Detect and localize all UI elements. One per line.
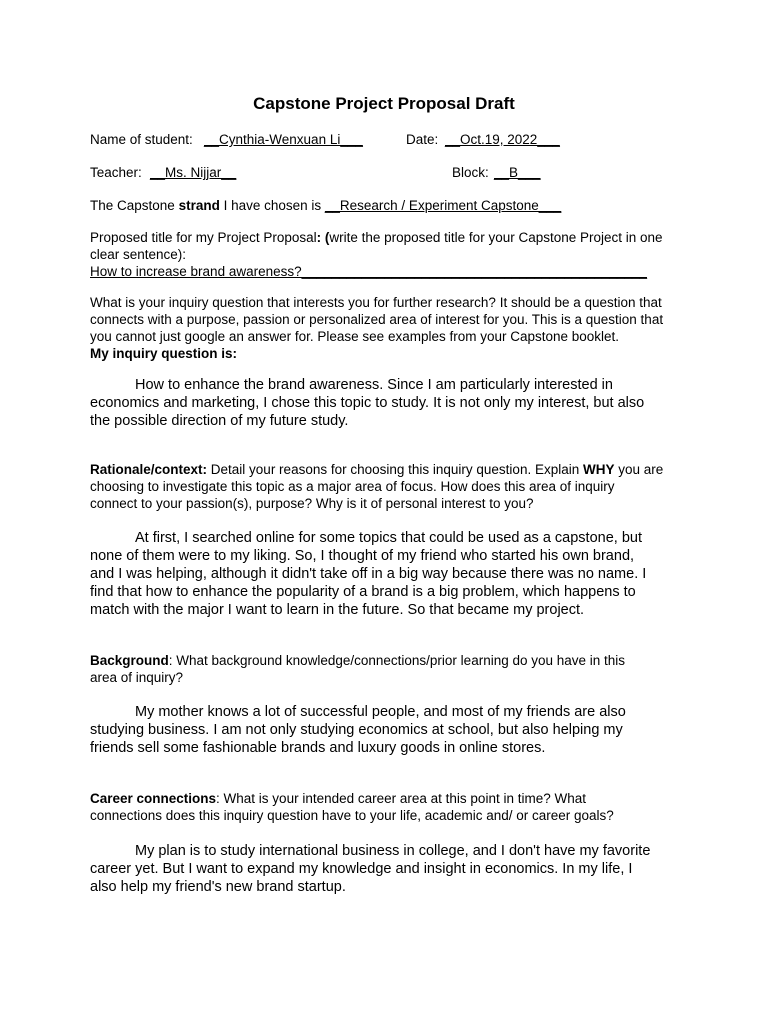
rationale-heading: Rationale/context: bbox=[90, 462, 208, 477]
block-label: Block: bbox=[452, 165, 489, 180]
rationale-answer-line: match with the major I want to learn in the future. So that became my project. bbox=[90, 602, 585, 618]
career-answer-line: My plan is to study international business in college, and I don't have my favorite bbox=[135, 843, 651, 859]
proposed-title-bold: : ( bbox=[316, 230, 330, 245]
rationale-prompt-end: you are bbox=[614, 462, 664, 477]
inquiry-prompt-line: connects with a purpose, passion or personalized area of interest for you. This is a question that bbox=[90, 312, 664, 327]
date-label: Date: bbox=[406, 132, 439, 147]
rationale-answer-line: find that how to enhance the popularity of a brand is a big problem, which happens to bbox=[90, 584, 636, 600]
proposed-title-line2: clear sentence): bbox=[90, 247, 187, 262]
inquiry-prompt bbox=[90, 294, 663, 362]
strand-pre: The Capstone bbox=[90, 198, 179, 213]
block-value: __B___ bbox=[494, 165, 541, 180]
proposed-title-answer: How to increase brand awareness?______________________________________________ bbox=[90, 264, 647, 279]
rationale-prompt-line: choosing to investigate this topic as a major area of focus. How does this area of inquiry bbox=[90, 479, 615, 494]
career-prompt-line: connections does this inquiry question have to your life, academic and/ or career goals? bbox=[90, 808, 614, 823]
teacher-label: Teacher: bbox=[90, 165, 142, 180]
rationale-prompt-line: connect to your passion(s), purpose? Why is it of personal interest to you? bbox=[90, 496, 534, 511]
rationale-answer-line: and I was helping, although it didn't take off in a big way because there was no name. I bbox=[90, 566, 647, 582]
rationale-prompt bbox=[90, 461, 663, 512]
strand-bold: strand bbox=[178, 198, 220, 213]
inquiry-answer-line: economics and marketing, I chose this topic to study. It is not only my interest, but also bbox=[90, 395, 645, 411]
career-answer-line: career yet. But I want to expand my knowledge and insight in economics. In my life, I bbox=[90, 861, 633, 877]
career-prompt-text: : What is your intended career area at this point in time? What bbox=[216, 791, 586, 806]
background-answer bbox=[90, 703, 626, 757]
strand-post: I have chosen is bbox=[219, 198, 325, 213]
proposed-title-prompt bbox=[90, 229, 663, 280]
rationale-why: WHY bbox=[582, 462, 615, 477]
date-value: __Oct.19, 2022___ bbox=[445, 132, 560, 147]
background-answer-line: My mother knows a lot of successful people, and most of my friends are also bbox=[135, 704, 626, 720]
career-prompt bbox=[90, 790, 614, 824]
rationale-answer bbox=[90, 529, 646, 619]
proposed-title-pre: Proposed title for my Project Proposal bbox=[90, 230, 317, 245]
background-prompt bbox=[90, 652, 625, 686]
rationale-answer-line: none of them were to my liking. So, I thought of my friend who started his own brand, bbox=[90, 548, 635, 564]
strand-value: __Research / Experiment Capstone___ bbox=[324, 198, 562, 213]
background-heading: Background bbox=[90, 653, 169, 668]
career-answer-line: also help my friend's new brand startup. bbox=[90, 879, 346, 895]
inquiry-prompt-line: you cannot just google an answer for. Please see examples from your Capstone booklet. bbox=[90, 329, 620, 344]
rationale-prompt-text: Detail your reasons for choosing this inquiry question. Explain bbox=[207, 462, 583, 477]
inquiry-prompt-line: What is your inquiry question that interests you for further research? It should be a question that bbox=[90, 295, 662, 310]
background-answer-line: friends sell some fashionable brands and luxury goods in online stores. bbox=[90, 740, 546, 756]
student-name-label: Name of student: bbox=[90, 132, 193, 147]
background-answer-line: studying business. I am not only studying economics at school, but also helping my bbox=[90, 722, 623, 738]
inquiry-answer bbox=[90, 376, 644, 430]
career-answer bbox=[90, 842, 650, 896]
inquiry-answer-line: How to enhance the brand awareness. Since I am particularly interested in bbox=[135, 377, 613, 393]
career-heading: Career connections bbox=[90, 791, 217, 806]
teacher-value: __Ms. Nijjar__ bbox=[150, 165, 237, 180]
background-prompt-text: : What background knowledge/connections/prior learning do you have in this bbox=[168, 653, 626, 668]
page-title: Capstone Project Proposal Draft bbox=[253, 94, 515, 113]
inquiry-answer-line: the possible direction of my future study. bbox=[90, 413, 349, 429]
strand-line bbox=[90, 197, 561, 214]
proposed-title-post: write the proposed title for your Capstone Project in one bbox=[329, 230, 663, 245]
rationale-answer-line: At first, I searched online for some topics that could be used as a capstone, but bbox=[135, 530, 642, 546]
student-name-value: __Cynthia-Wenxuan Li___ bbox=[204, 132, 363, 147]
background-prompt-line: area of inquiry? bbox=[90, 670, 184, 685]
inquiry-heading: My inquiry question is: bbox=[90, 346, 238, 361]
